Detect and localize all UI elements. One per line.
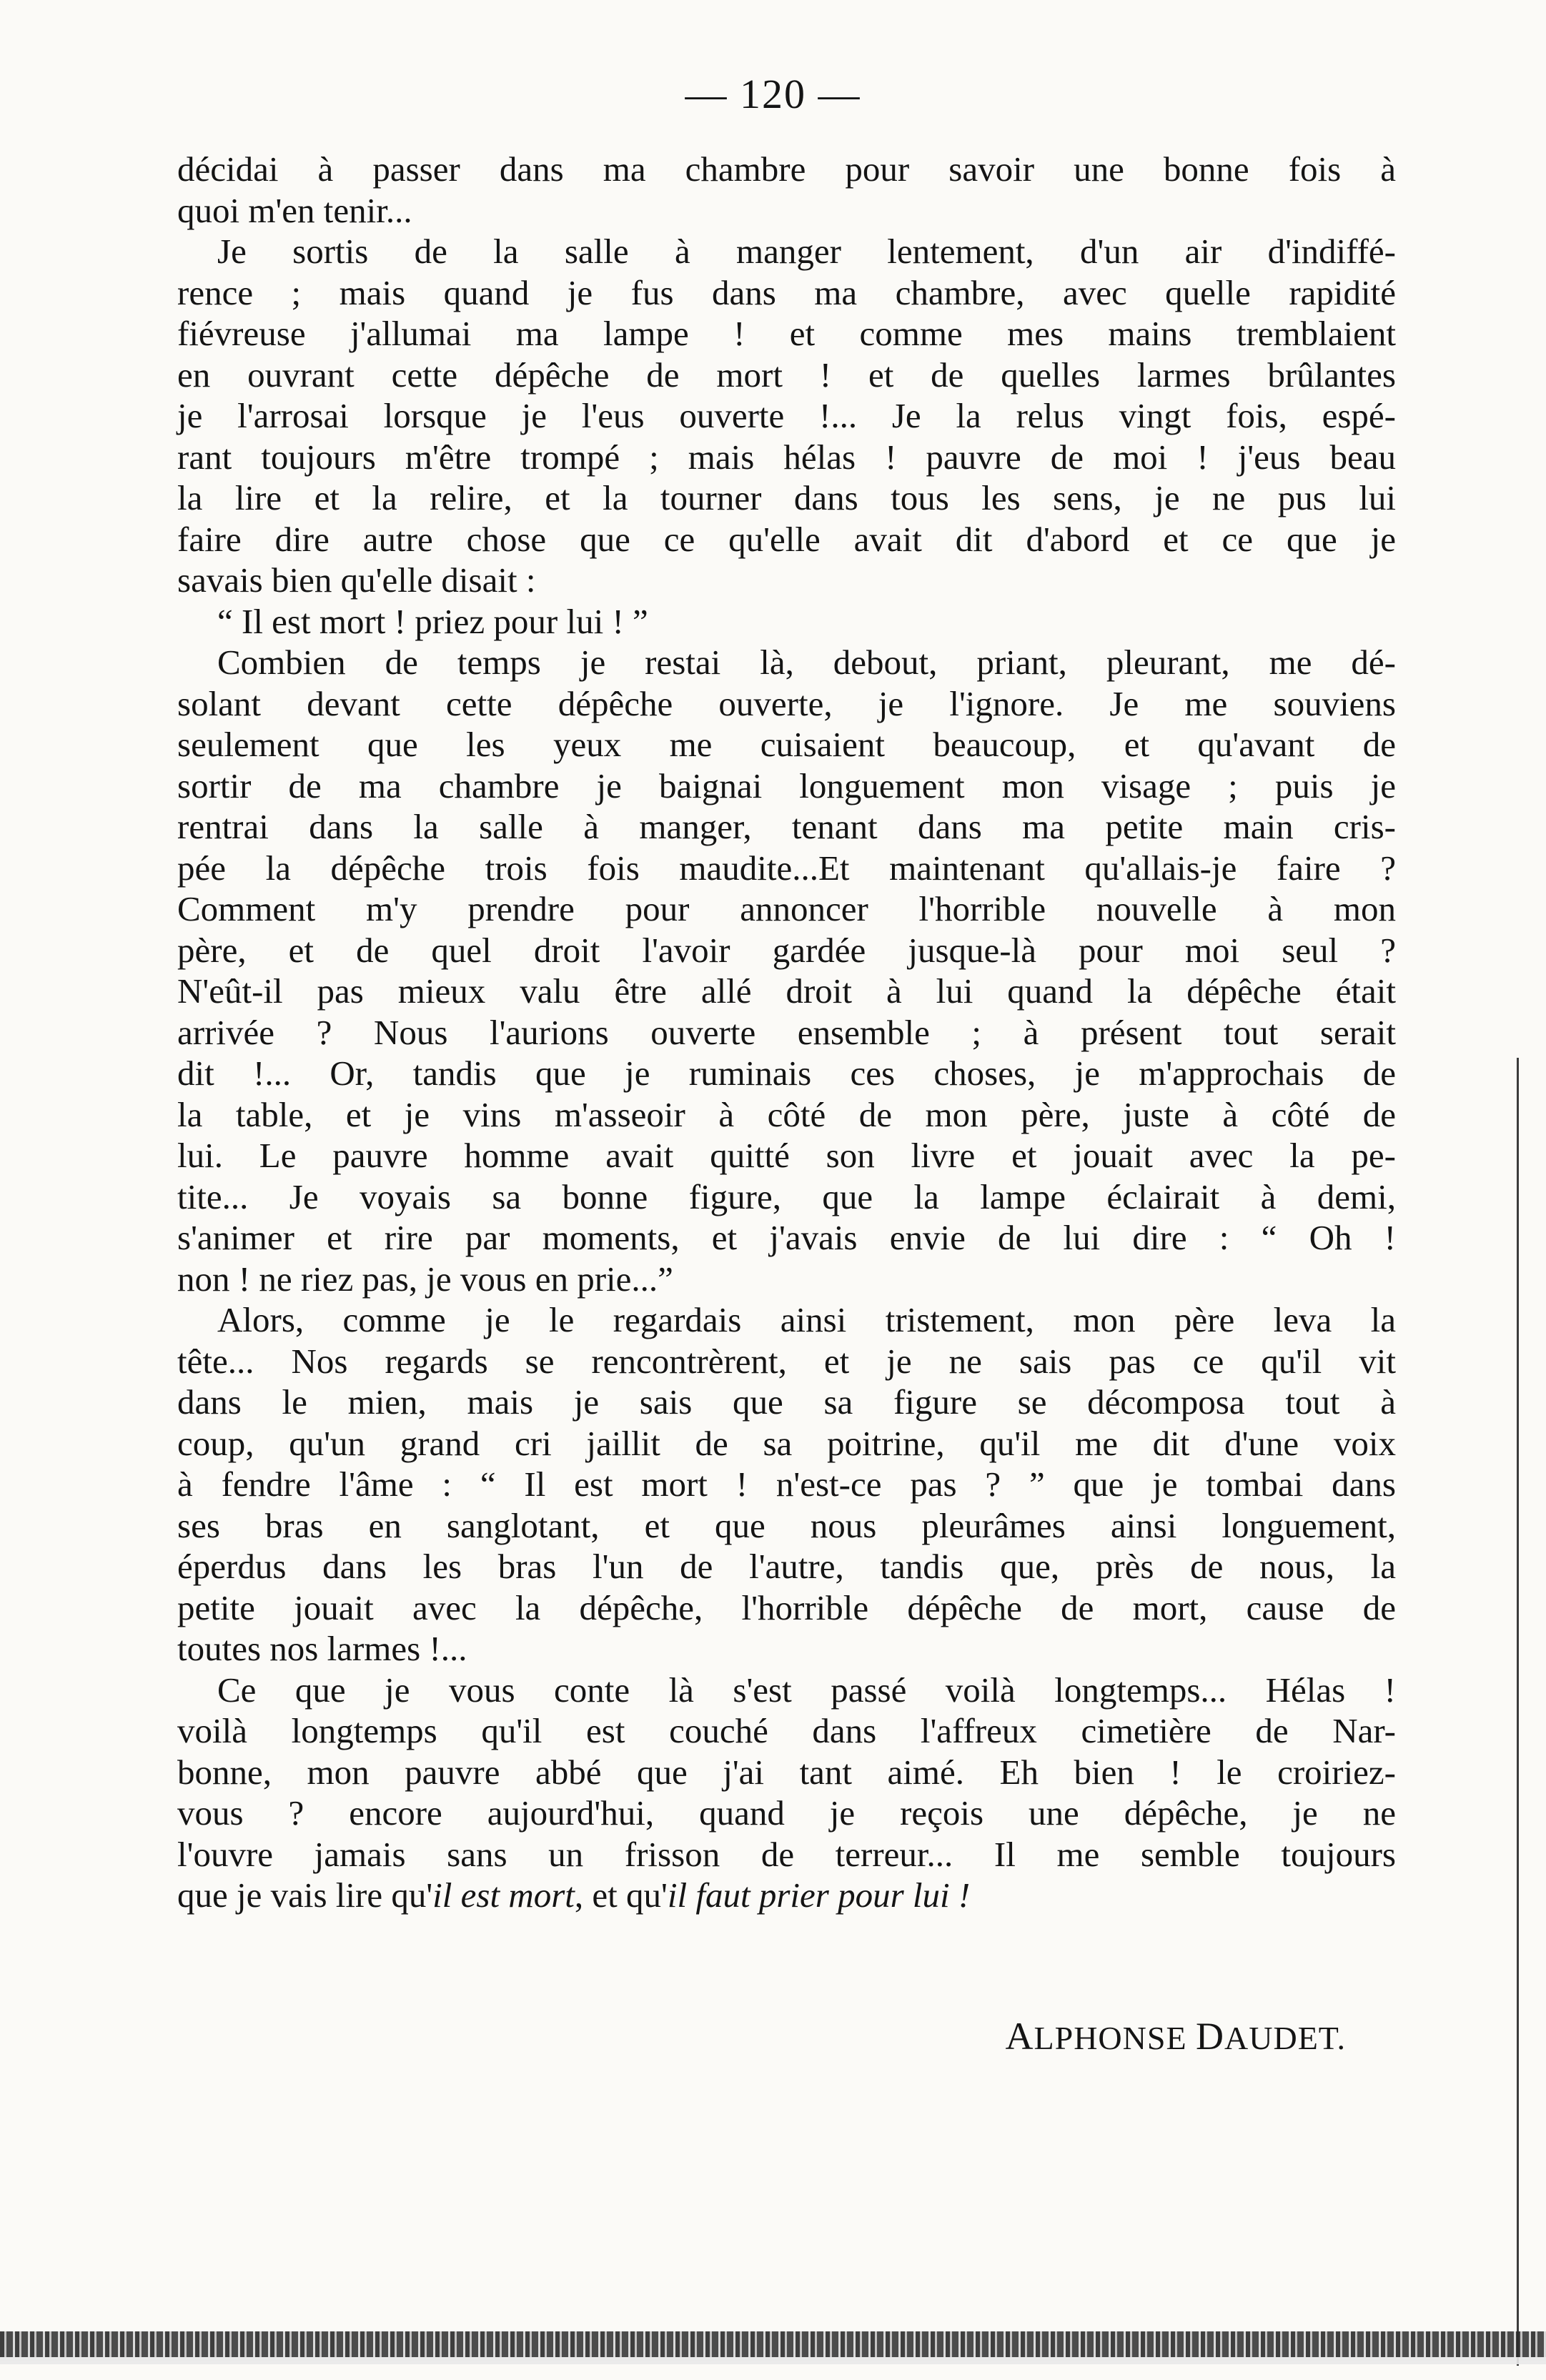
text-line: Je sortis de la salle à manger lentement, d'un air d'indiffé-	[217, 232, 1396, 271]
text-line: ses bras en sanglotant, et que nous pleurâmes ainsi longuement,	[177, 1505, 1396, 1545]
text-line: Combien de temps je restai là, debout, priant, pleurant, me dé-	[217, 643, 1396, 682]
text-line: lui. Le pauvre homme avait quitté son livre et jouait avec la pe-	[177, 1136, 1396, 1175]
scan-bottom-border	[0, 2331, 1546, 2357]
text-line: je l'arrosai lorsque je l'eus ouverte !... Je la relus vingt fois, espé-	[177, 396, 1396, 435]
page-number: — 120 —	[685, 71, 861, 117]
text-line: s'animer et rire par moments, et j'avais envie de lui dire : “ Oh !	[177, 1218, 1396, 1257]
text-line: père, et de quel droit l'avoir gardée jusque-là pour moi seul ?	[177, 930, 1396, 970]
text-line: solant devant cette dépêche ouverte, je l'ignore. Je me souviens	[177, 683, 1396, 723]
signature-last-rest: AUDET.	[1224, 2020, 1346, 2056]
text-line: l'ouvre jamais sans un frisson de terreur... Il me semble toujours	[177, 1834, 1396, 1874]
text-line: décidai à passer dans ma chambre pour savoir une bonne fois à	[177, 149, 1396, 189]
body-text	[177, 149, 1396, 1916]
italic-phrase: il faut prier pour lui !	[667, 1875, 971, 1915]
text-line: Ce que je vous conte là s'est passé voilà longtemps... Hélas !	[217, 1670, 1396, 1710]
text-line: tête... Nos regards se rencontrèrent, et je ne sais pas ce qu'il vit	[177, 1341, 1396, 1381]
text-line: à fendre l'âme : “ Il est mort ! n'est-ce pas ? ” que je tombai dans	[177, 1464, 1396, 1504]
text-line-final	[177, 1875, 1396, 1916]
page-edge-rule	[1517, 1058, 1519, 2366]
text-line: Comment m'y prendre pour annoncer l'horrible nouvelle à mon	[177, 889, 1396, 928]
text-line: bonne, mon pauvre abbé que j'ai tant aimé. Eh bien ! le croiriez-	[177, 1752, 1396, 1792]
text-line: rentrai dans la salle à manger, tenant dans ma petite main cris-	[177, 807, 1396, 846]
text-line: la lire et la relire, et la tourner dans tous les sens, je ne pus lui	[177, 478, 1396, 517]
text-line: vous ? encore aujourd'hui, quand je reçois une dépêche, je ne	[177, 1793, 1396, 1833]
text-line: pée la dépêche trois fois maudite...Et maintenant qu'allais-je faire ?	[177, 848, 1396, 888]
text-line: dans le mien, mais je sais que sa figure se décomposa tout à	[177, 1382, 1396, 1422]
text-line: voilà longtemps qu'il est couché dans l'affreux cimetière de Nar-	[177, 1711, 1396, 1750]
text-line: arrivée ? Nous l'aurions ouverte ensemble ; à présent tout serait	[177, 1012, 1396, 1052]
text-line: la table, et je vins m'asseoir à côté de mon père, juste à côté de	[177, 1094, 1396, 1134]
text-line: savais bien qu'elle disait :	[177, 560, 536, 600]
text-line: faire dire autre chose que ce qu'elle avait dit d'abord et ce que je	[177, 519, 1396, 559]
text-fragment: que je vais lire qu'	[177, 1875, 433, 1915]
text-line: coup, qu'un grand cri jaillit de sa poitrine, qu'il me dit d'une voix	[177, 1423, 1396, 1463]
text-line: sortir de ma chambre je baignai longuement mon visage ; puis je	[177, 765, 1396, 805]
text-fragment: , et qu'	[574, 1875, 668, 1915]
text-line: “ Il est mort ! priez pour lui ! ”	[217, 601, 648, 641]
italic-phrase: il est mort	[432, 1875, 575, 1915]
text-line: fiévreuse j'allumai ma lampe ! et comme mes mains tremblaient	[177, 314, 1396, 353]
text-line: rant toujours m'être trompé ; mais hélas ! pauvre de moi ! j'eus beau	[177, 437, 1396, 477]
text-line: quoi m'en tenir...	[177, 190, 412, 230]
text-line: en ouvrant cette dépêche de mort ! et de quelles larmes brûlantes	[177, 354, 1396, 395]
text-line: dit !... Or, tandis que je ruminais ces choses, je m'approchais de	[177, 1053, 1396, 1093]
signature-last-initial: D	[1196, 2015, 1225, 2058]
signature-first-initial: A	[1005, 2015, 1034, 2058]
text-line: petite jouait avec la dépêche, l'horrible dépêche de mort, cause de	[177, 1587, 1396, 1627]
text-line: tite... Je voyais sa bonne figure, que la lampe éclairait à demi,	[177, 1176, 1396, 1216]
text-line: éperdus dans les bras l'un de l'autre, tandis que, près de nous, la	[177, 1547, 1396, 1586]
author-signature	[1006, 2014, 1346, 2058]
signature-first-rest: LPHONSE	[1034, 2020, 1187, 2056]
text-line: seulement que les yeux me cuisaient beaucoup, et qu'avant de	[177, 725, 1396, 764]
text-line: rence ; mais quand je fus dans ma chambre, avec quelle rapidité	[177, 272, 1396, 312]
text-line: Alors, comme je le regardais ainsi tristement, mon père leva la	[217, 1300, 1396, 1339]
text-line: N'eût-il pas mieux valu être allé droit à lui quand la dépêche était	[177, 971, 1396, 1011]
text-line: toutes nos larmes !...	[177, 1629, 467, 1668]
text-line: non ! ne riez pas, je vous en prie...”	[177, 1259, 673, 1299]
